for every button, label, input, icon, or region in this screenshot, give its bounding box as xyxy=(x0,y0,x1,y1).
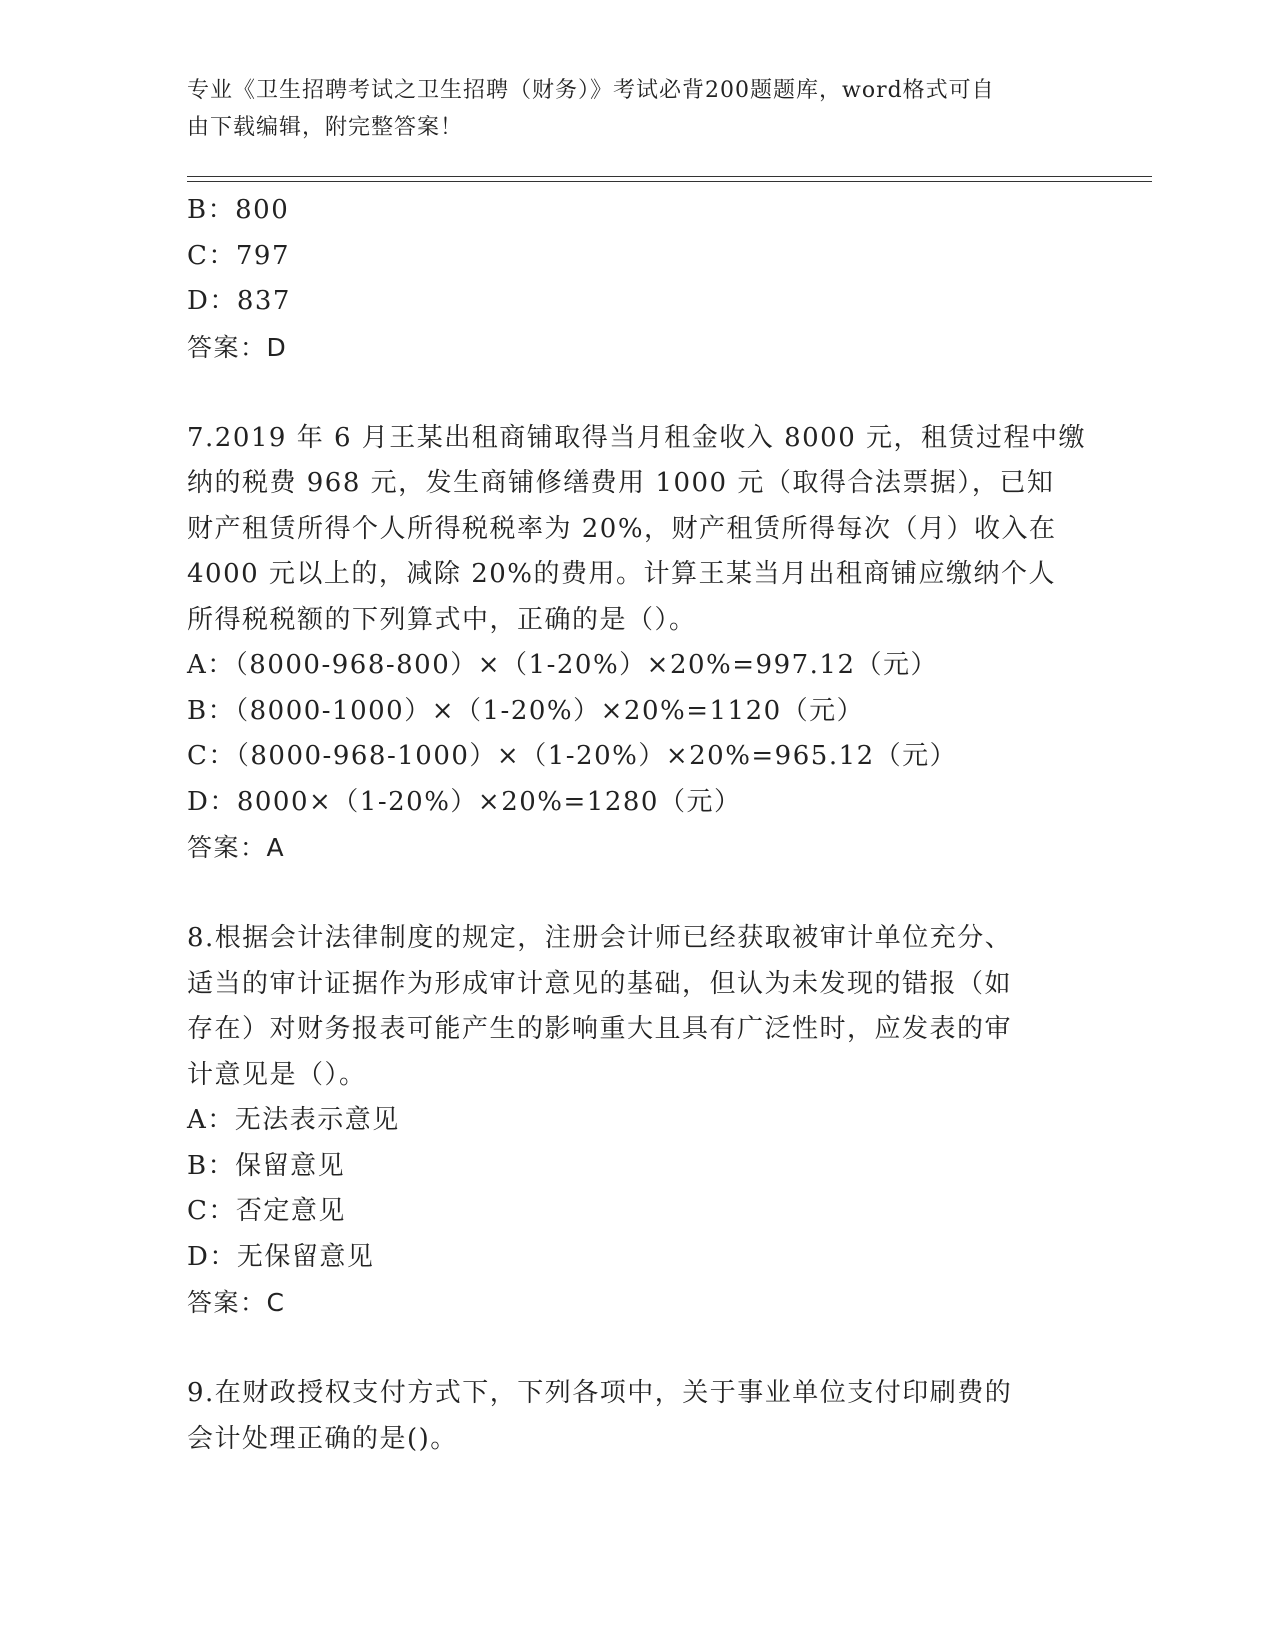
question-text-line: 存在）对财务报表可能产生的影响重大且具有广泛性时，应发表的审 xyxy=(187,1014,1013,1044)
question-text-line: 8.根据会计法律制度的规定，注册会计师已经获取被审计单位充分、 xyxy=(187,923,1013,953)
question-text-line: 财产租赁所得个人所得税税率为 20%，财产租赁所得每次（月）收入在 xyxy=(187,513,1057,544)
question-block-7 xyxy=(187,416,1087,871)
spacer xyxy=(187,1326,1087,1372)
option-c: C：（8000-968-1000）×（1-20%）×20%=965.12（元） xyxy=(187,741,958,771)
question-block-prev xyxy=(187,188,1087,370)
document-header xyxy=(187,72,1087,146)
question-text-line: 计意见是（）。 xyxy=(187,1059,367,1090)
option-b: B：保留意见 xyxy=(187,1150,346,1181)
question-text-line: 适当的审计证据作为形成审计意见的基础，但认为未发现的错报（如 xyxy=(187,968,1013,999)
spacer xyxy=(187,871,1087,917)
question-text-line: 7.2019 年 6 月王某出租商铺取得当月租金收入 8000 元，租赁过程中缴 xyxy=(187,422,1087,453)
question-text-line: 所得税税额的下列算式中，正确的是（）。 xyxy=(187,604,697,635)
option-b: B：800 xyxy=(187,195,290,225)
question-text-line: 纳的税费 968 元，发生商铺修缮费用 1000 元（取得合法票据），已知 xyxy=(187,468,1055,498)
spacer xyxy=(187,370,1087,416)
question-text-line: 4000 元以上的，减除 20%的费用。计算王某当月出租商铺应缴纳个人 xyxy=(187,559,1056,589)
question-text-line: 9.在财政授权支付方式下，下列各项中，关于事业单位支付印刷费的 xyxy=(187,1378,1013,1408)
answer-label: 答案：D xyxy=(187,332,288,362)
option-d: D：无保留意见 xyxy=(187,1241,375,1272)
answer-label: 答案：A xyxy=(187,833,286,862)
header-line-2: 由下载编辑，附完整答案！ xyxy=(187,115,464,140)
question-block-9 xyxy=(187,1371,1087,1462)
option-b: B：（8000-1000）×（1-20%）×20%=1120（元） xyxy=(187,695,865,726)
header-divider-bottom xyxy=(187,181,1152,182)
option-a: A：（8000-968-800）×（1-20%）×20%=997.12（元） xyxy=(187,650,939,680)
header-divider-top xyxy=(187,176,1152,177)
option-c: C：797 xyxy=(187,240,291,271)
document-body xyxy=(187,188,1087,1462)
answer-label: 答案：C xyxy=(187,1288,286,1317)
question-text-line: 会计处理正确的是()。 xyxy=(187,1423,458,1454)
option-c: C：否定意见 xyxy=(187,1196,346,1226)
option-d: D：8000×（1-20%）×20%=1280（元） xyxy=(187,786,742,817)
option-a: A：无法表示意见 xyxy=(187,1105,400,1135)
header-line-1: 专业《卫生招聘考试之卫生招聘（财务）》考试必背200题题库，word格式可自 xyxy=(187,78,995,103)
option-d: D：837 xyxy=(187,286,291,316)
question-block-8 xyxy=(187,916,1087,1326)
